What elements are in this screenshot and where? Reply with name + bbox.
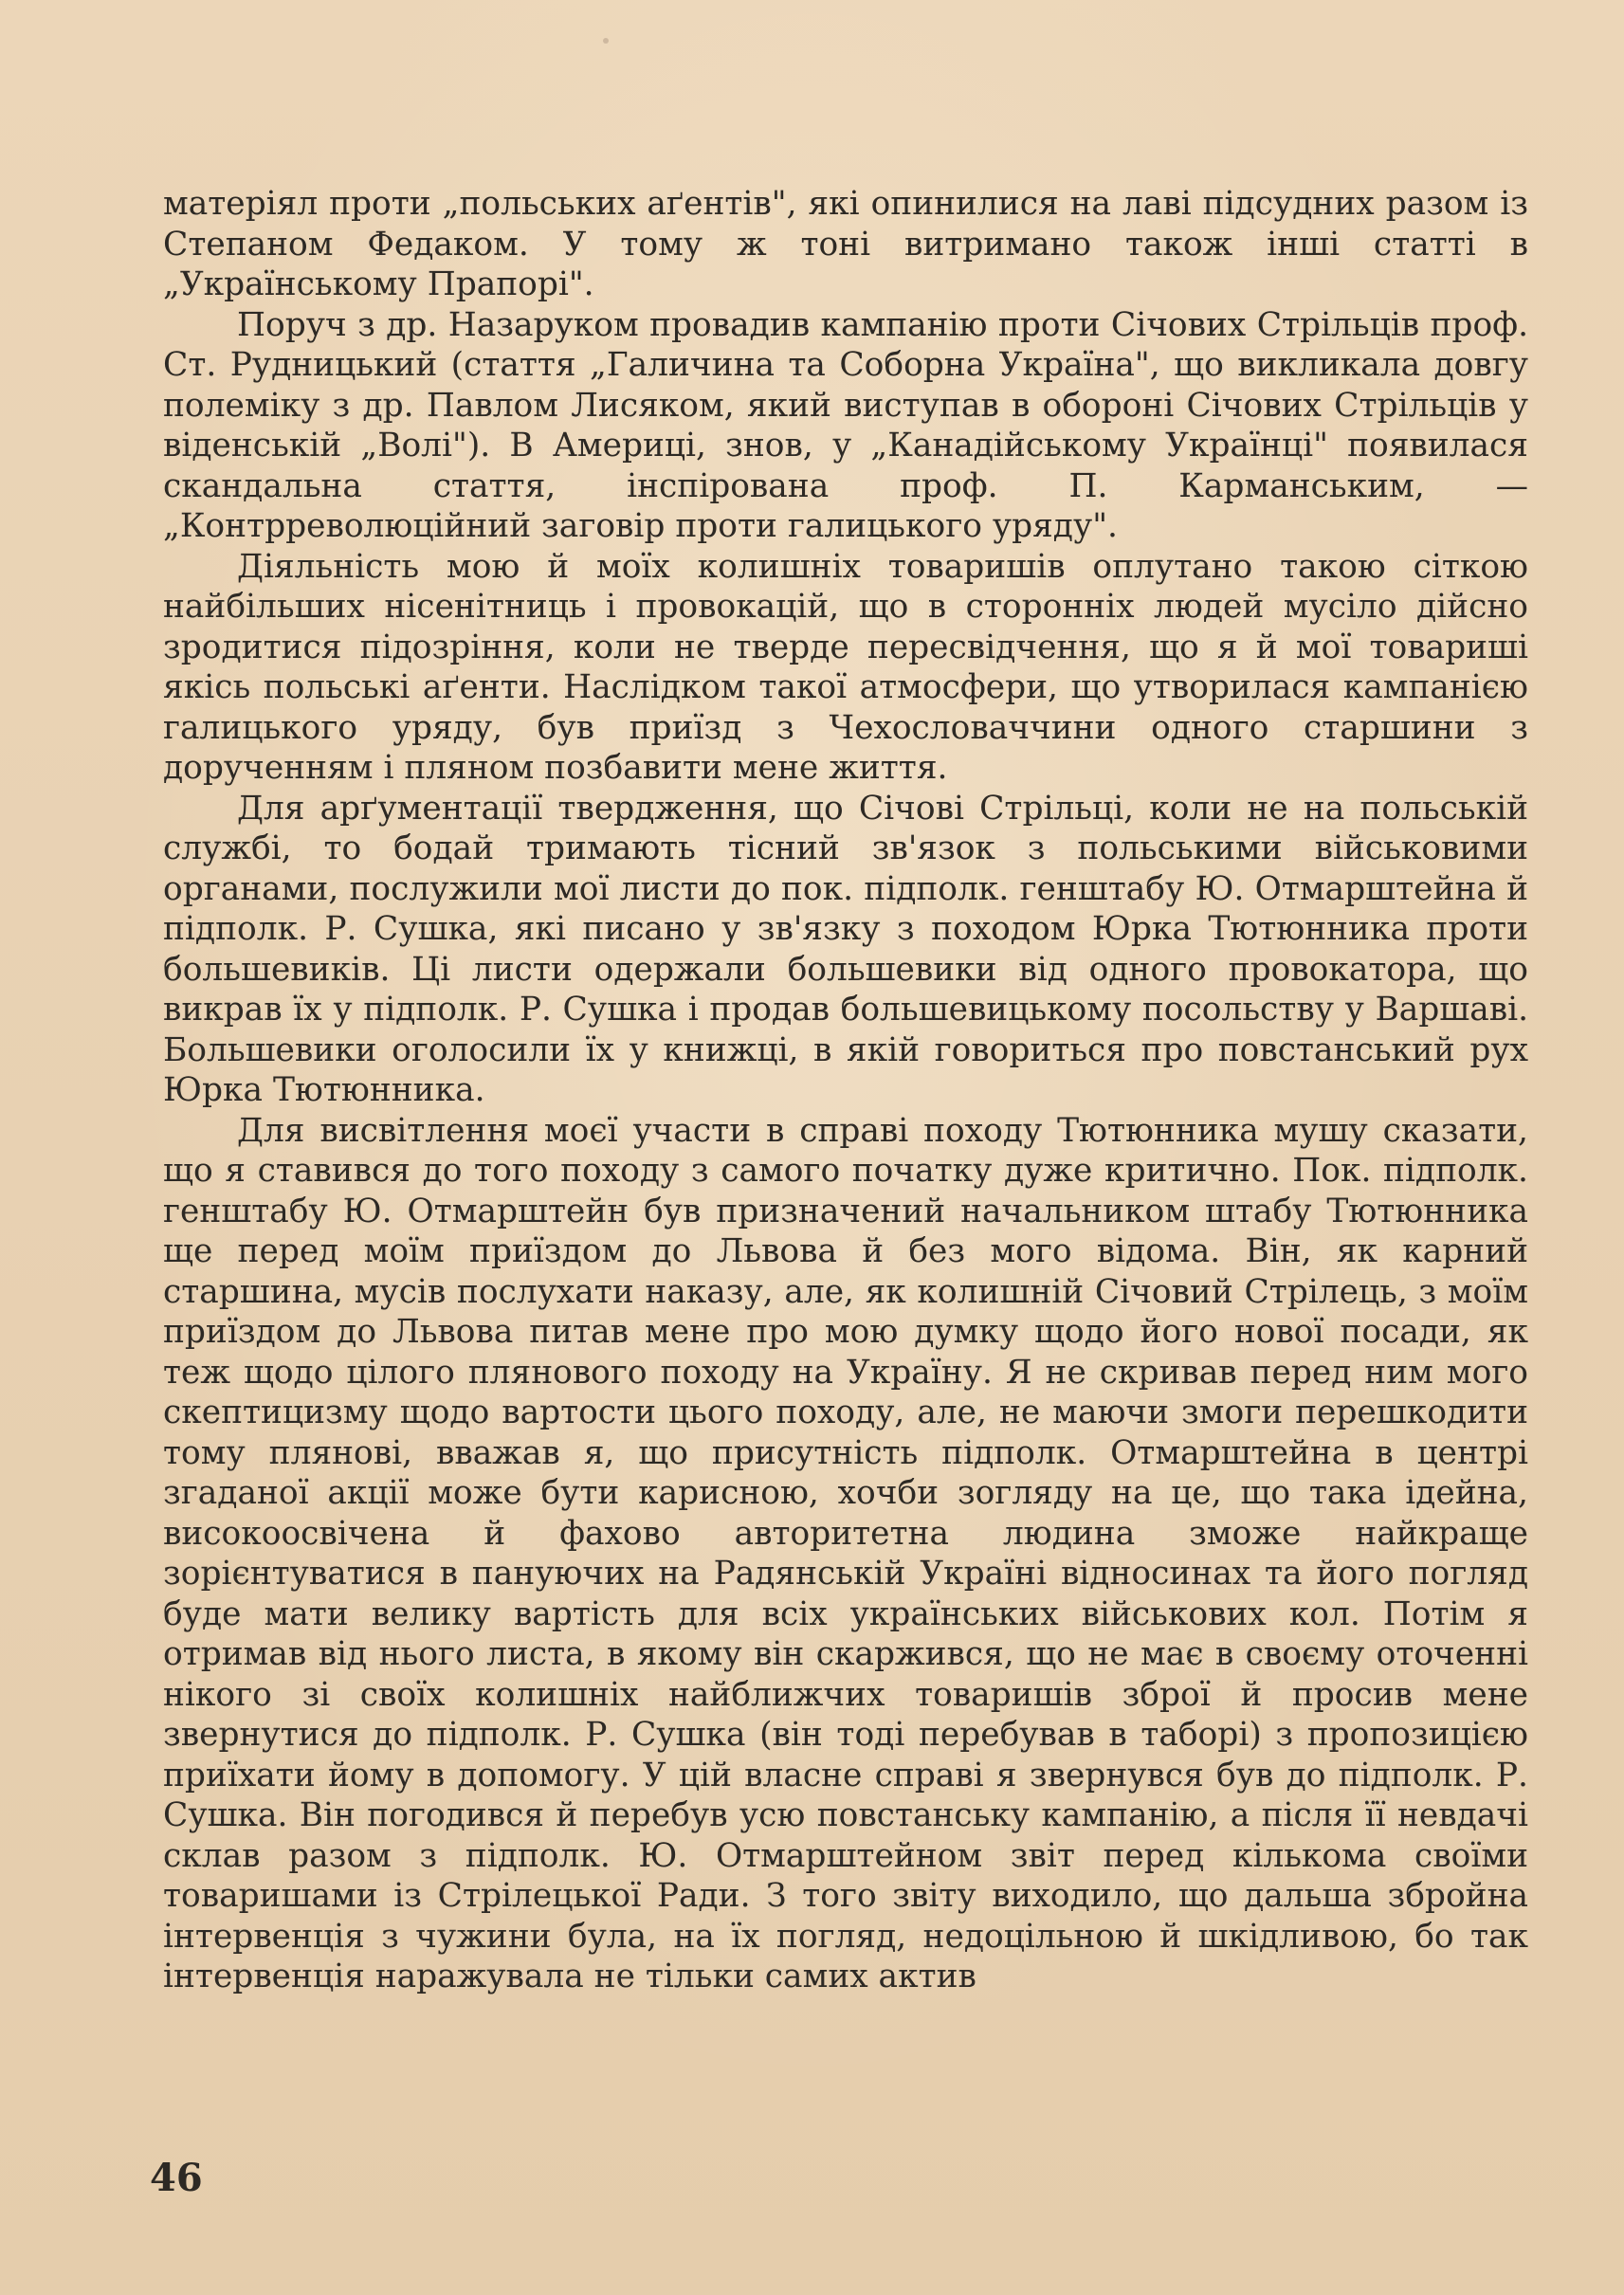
paragraph-1: матеріял проти „польських аґентів", які опинилися на лаві підсудних разом із Степаном Федаком. У тому ж тоні витримано також інші статті в „Українському Прапорі". [163,185,1528,303]
page-number: 46 [150,2156,203,2200]
body-text [163,184,1528,1997]
paragraph-4: Для арґументації твердження, що Січові Стрільці, коли не на польській службі, то бодай тримають тісний зв'язок з польськими військовими органами, послужили мої листи до пок. підполк. генштабу Ю. Отмарштейна й підполк. Р. Сушка, які писано у зв'язку з походом Юрка Тютюнника проти большевиків. Ці листи одержали большевики від одного провокатора, що викрав їх у підполк. Р. Сушка і продав большевицькому посольству у Варшаві. Большевики оголосили їх у книжці, в якій говориться про повстанський рух Юрка Тютюнника. [163,789,1528,1109]
paragraph-2: Поруч з др. Назаруком провадив кампанію проти Січових Стрільців проф. Ст. Рудницький (стаття „Галичина та Соборна Україна", що викликала довгу полеміку з др. Павлом Лисяком, який виступав в обороні Січових Стрільців у віденській „Волі"). В Америці, знов, у „Канадійському Українці" появилася скандальна стаття, інспірована проф. П. Карманським, — „Контрреволюційний заговір проти галицького уряду". [163,305,1528,545]
paper-speck [603,38,609,44]
paragraph-3: Діяльність мою й моїх колишніх товаришів оплутано такою сіткою найбільших нісенітниць і провокацій, що в сторонніх людей мусіло дійсно зродитися підозріння, коли не тверде пересвідчення, що я й мої товариші якісь польські аґенти. Наслідком такої атмосфери, що утворилася кампанією галицького уряду, був приїзд з Чехословаччини одного старшини з дорученням і пляном позбавити мене життя. [163,547,1528,787]
paragraph-5: Для висвітлення моєї участи в справі походу Тютюнника мушу сказати, що я ставився до того походу з самого початку дуже критично. Пок. підполк. генштабу Ю. Отмарштейн був призначений начальником штабу Тютюнника ще перед моїм приїздом до Львова й без мого відома. Він, як карний старшина, мусів послухати наказу, але, як колишній Січовий Стрілець, з моїм приїздом до Львова питав мене про мою думку щодо його нової посади, як теж щодо цілого плянового походу на Україну. Я не скривав перед ним мого скептицизму щодо вартости цього походу, але, не маючи змоги перешкодити тому плянові, вважав я, що присутність підполк. Отмарштейна в центрі згаданої акції може бути карисною, хочби зогляду на це, що така ідейна, високоосвічена й фахово авторитетна людина зможе найкраще зорієнтуватися в пануючих на Радянській Україні відносинах та його погляд буде мати велику вартість для всіх українських військових кол. Потім я отримав від нього листа, в якому він скаржився, що не має в своєму оточенні нікого зі своїх колишніх найближчих товаришів зброї й просив мене звернутися до підполк. Р. Сушка (він тоді перебував в таборі) з пропозицією приїхати йому в допомогу. У цій власне справі я звернувся був до підполк. Р. Сушка. Він погодився й перебув усю повстанську кампанію, а після її невдачі склав разом з підполк. Ю. Отмарштейном звіт перед кількома своїми товаришами із Стрілецької Ради. З того звіту виходило, що дальша збройна інтервенція з чужини була, на їх погляд, недоцільною й шкідливою, бо так інтервенція наражувала не тільки самих актив [163,1111,1528,1995]
